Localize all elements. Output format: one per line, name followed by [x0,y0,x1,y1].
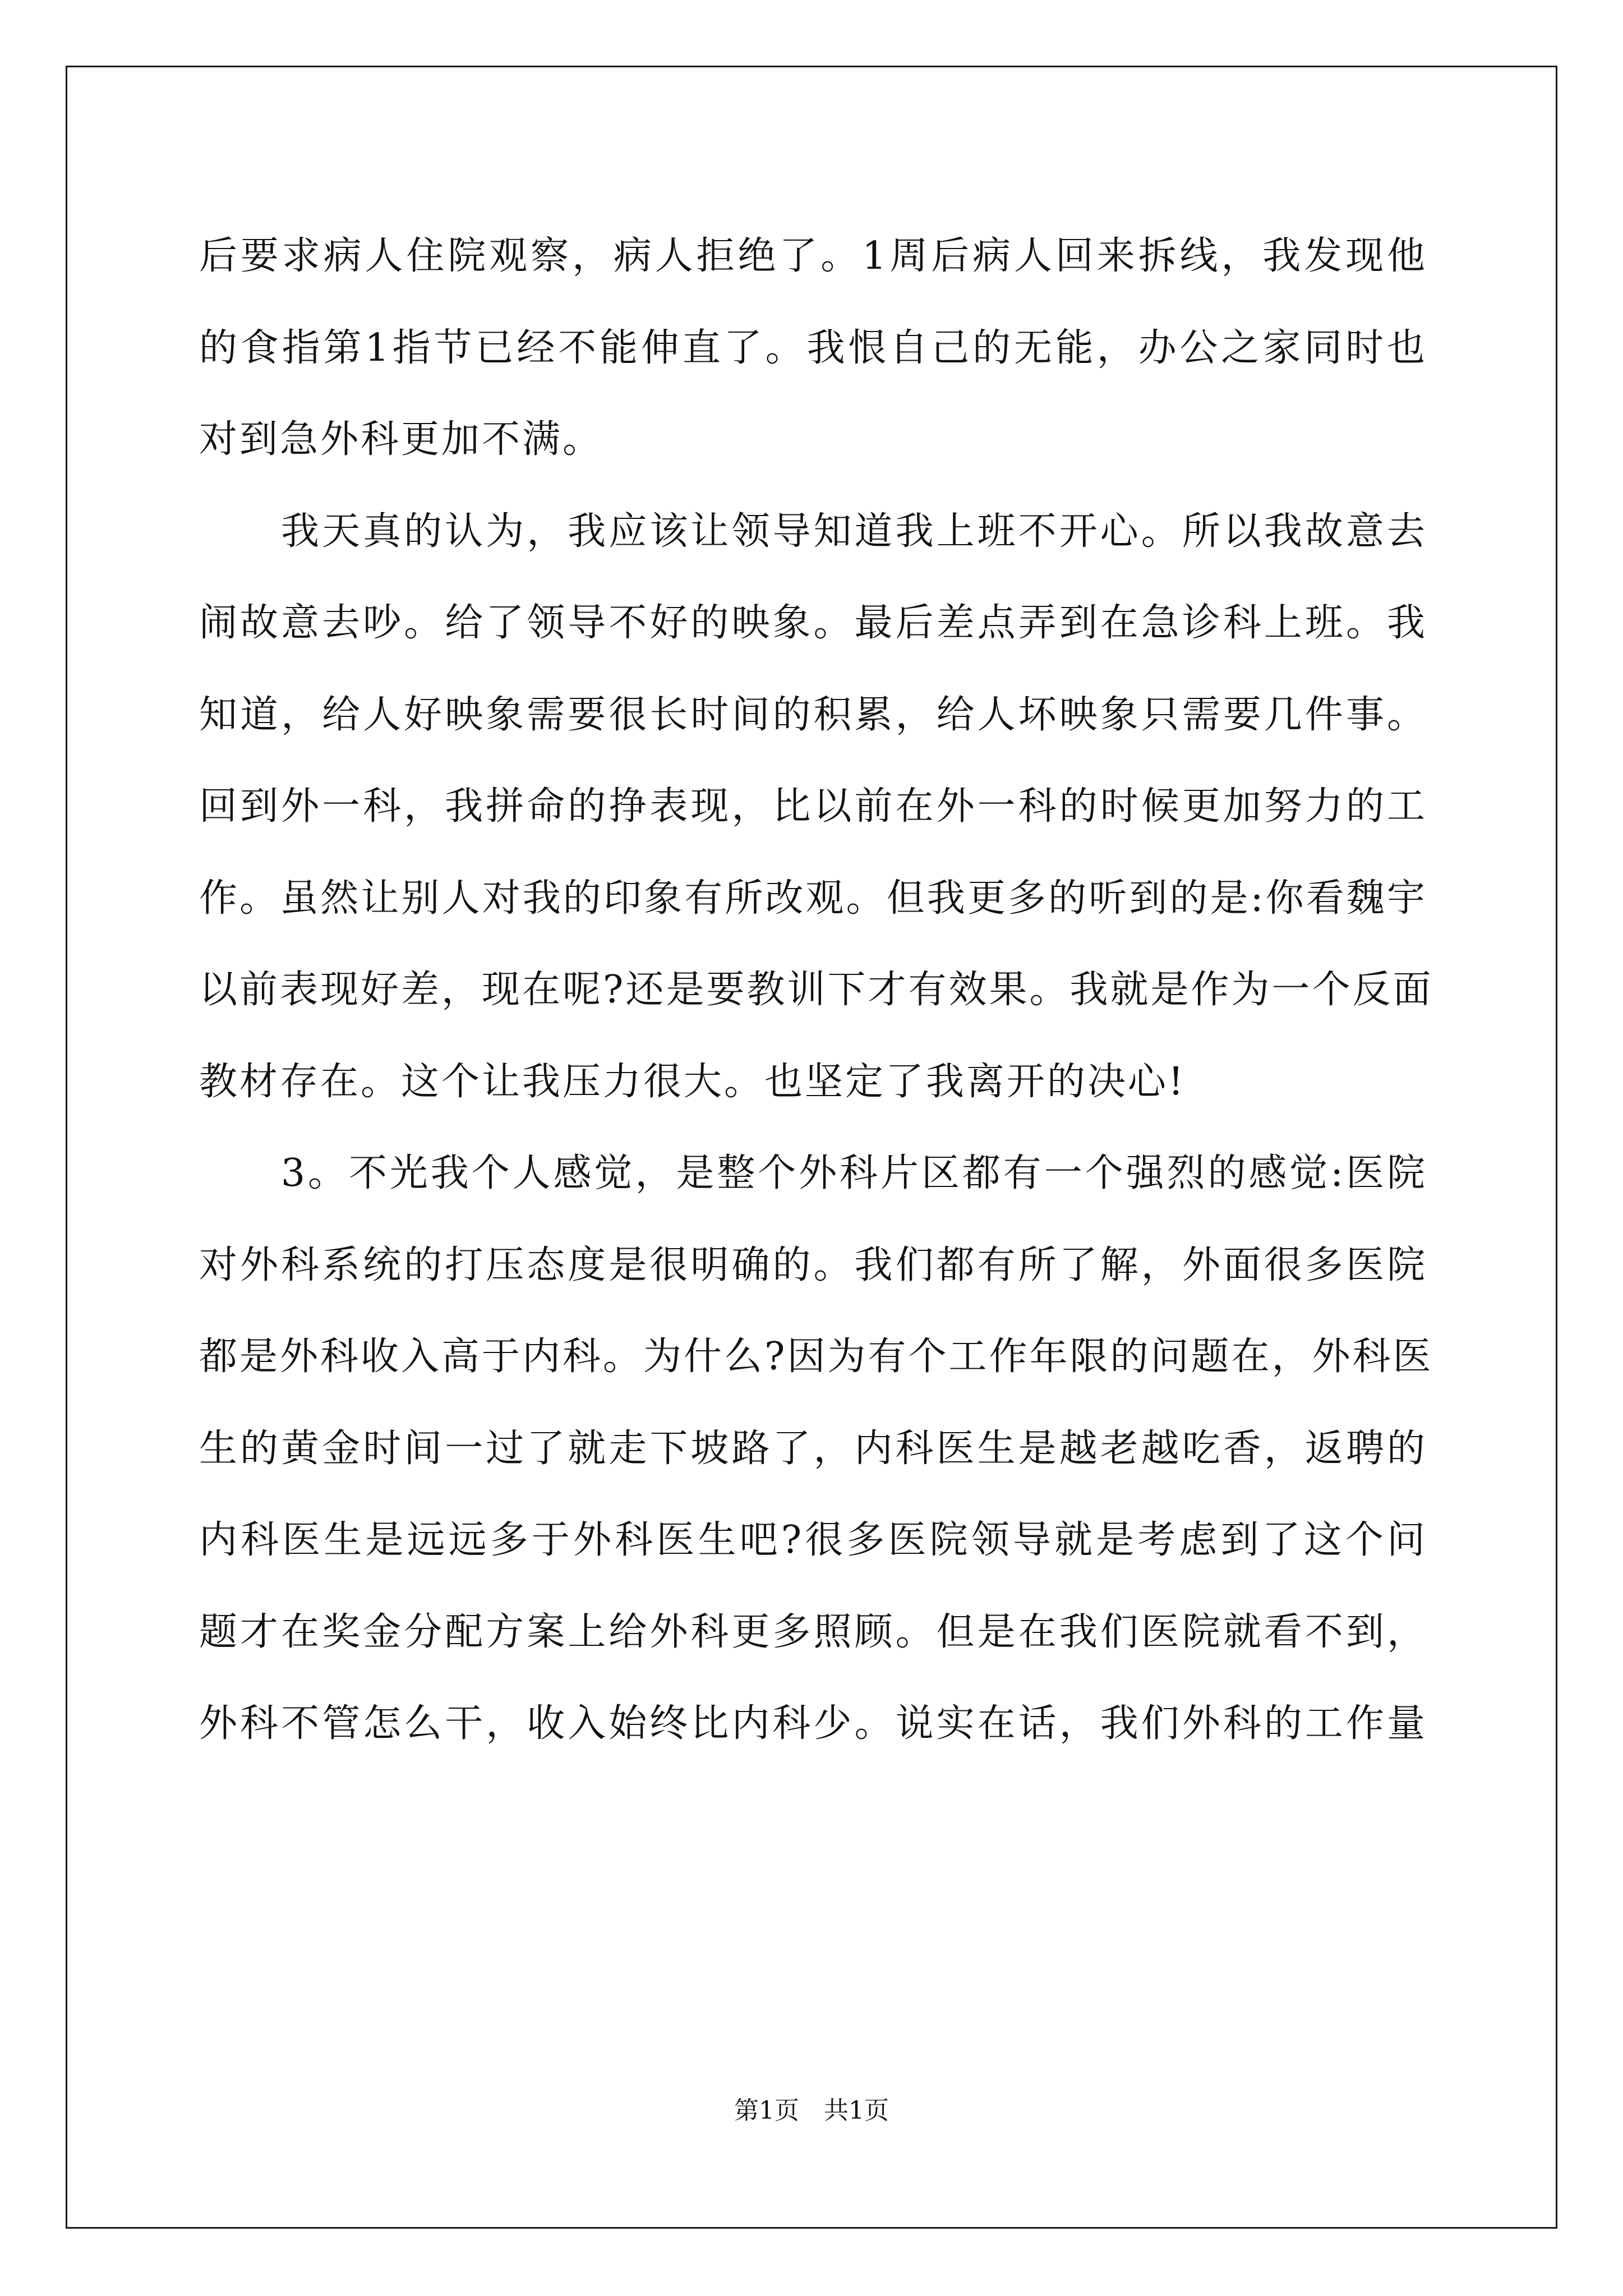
text-line: 都是外科收入高于内科。为什么?因为有个工作年限的问题在，外科医 [199,1335,1433,1379]
document-body [199,210,1433,1770]
page-number-footer: 第1页 共1页 [734,2096,889,2125]
text-line: 教材存在。这个让我压力很大。也坚定了我离开的决心! [199,1059,1186,1104]
text-line: 对外科系统的打压态度是很明确的。我们都有所了解，外面很多医院 [199,1243,1427,1287]
text-line: 回到外一科，我拼命的挣表现，比以前在外一科的时候更加努力的工 [199,784,1427,829]
text-line: 对到急外科更加不满。 [199,417,603,462]
text-line: 后要求病人住院观察，病人拒绝了。1周后病人回来拆线，我发现他 [199,234,1427,278]
text-line: 作。虽然让别人对我的印象有所改观。但我更多的听到的是:你看魏宇 [199,876,1427,921]
text-line: 闹故意去吵。给了领导不好的映象。最后差点弄到在急诊科上班。我 [199,601,1427,645]
text-line: 以前表现好差，现在呢?还是要教训下才有效果。我就是作为一个反面 [199,968,1433,1012]
text-line: 内科医生是远远多于外科医生吧?很多医院领导就是考虑到了这个问 [199,1518,1427,1562]
text-line: 外科不管怎么干，收入始终比内科少。说实在话，我们外科的工作量 [199,1701,1427,1746]
text-line: 题才在奖金分配方案上给外科更多照顾。但是在我们医院就看不到， [199,1609,1427,1654]
text-line: 知道，给人好映象需要很长时间的积累，给人坏映象只需要几件事。 [199,692,1427,737]
text-line: 我天真的认为，我应该让领导知道我上班不开心。所以我故意去 [199,509,1427,554]
text-line: 的食指第1指节已经不能伸直了。我恨自己的无能，办公之家同时也 [199,325,1427,370]
text-line: 生的黄金时间一过了就走下坡路了，内科医生是越老越吃香，返聘的 [199,1426,1427,1471]
text-line: 3。不光我个人感觉，是整个外科片区都有一个强烈的感觉:医院 [199,1151,1427,1195]
